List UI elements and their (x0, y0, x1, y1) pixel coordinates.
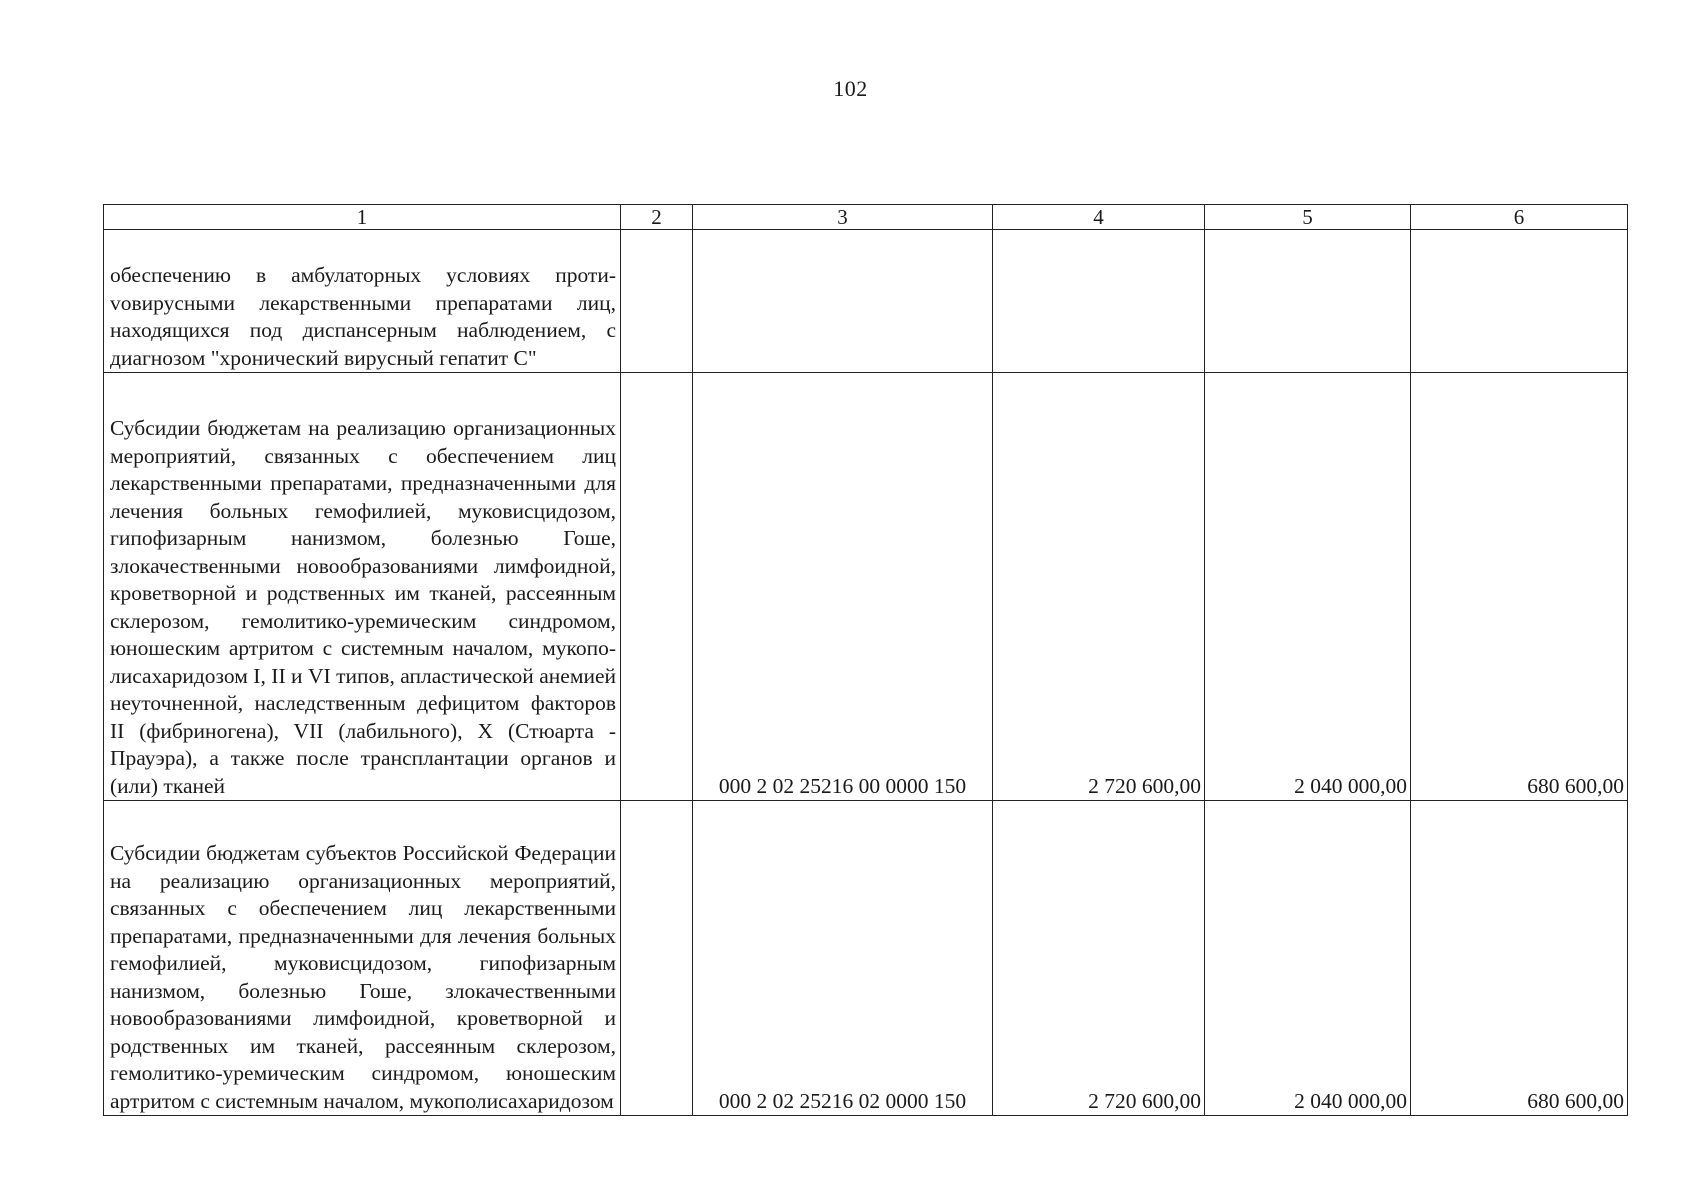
column-header-3: 3 (693, 205, 993, 230)
column-header-5: 5 (1205, 205, 1411, 230)
row-col2-cell (621, 801, 693, 1116)
row-total-cell: 2 720 600,00 (993, 801, 1205, 1116)
row-col5-cell: 2 040 000,00 (1205, 373, 1411, 801)
row-description-cell (104, 230, 621, 373)
table-row (104, 373, 1628, 801)
column-header-1: 1 (104, 205, 621, 230)
table-row (104, 801, 1628, 1116)
row-description-cell (104, 373, 621, 801)
page-number: 102 (833, 76, 868, 101)
row-code-cell (693, 230, 993, 373)
table-row (104, 230, 1628, 373)
row-code-cell: 000 2 02 25216 00 0000 150 (693, 373, 993, 801)
row-description: Субсидии бюджетам субъектов Российской Федерации на реализацию организационных мероприятий, связанных с обеспечением лиц лекарственными препаратами, предназначенными для лечения больных гемофилией, муковисцидозом, гипофизарным нанизмом, болезнью Гоше, злокачественными новообразованиями лимфоидной, кроветворной и родственных им тканей, рассеянным склерозом, гемолитико-уремическим синдромом, юношеским артритом с системным началом, мукополисахаридозом (110, 841, 616, 1113)
budget-table (103, 204, 1628, 1116)
row-col6-cell: 680 600,00 (1411, 801, 1628, 1116)
row-description: Субсидии бюджетам на реализацию организационных мероприятий, связанных с обеспечением лиц лекарственными препаратами, предназначенными для лечения больных гемофилией, муковисцидозом, гипофизарным нанизмом, болезнью Гоше, злокачественными новообразованиями лимфоидной, кроветворной и родственных им тканей, рассеянным склерозом, гемолитико-уремическим синдромом, юношеским артритом с системным началом, мукополисахаридозом I, II и VI типов, апластической анемией неуточненной, наследственным дефицитом факторов II (фибриногена), VII (лабильного), X (Стюарта - Прауэра), а также после трансплантации органов и (или) тканей (110, 416, 616, 798)
row-code-cell: 000 2 02 25216 02 0000 150 (693, 801, 993, 1116)
row-col2-cell (621, 373, 693, 801)
column-header-4: 4 (993, 205, 1205, 230)
row-description: обеспечению в амбулаторных условиях протиvовирусными лекарственными препаратами лиц, находящихся под диспансерным наблюдением, с диагнозом "хронический вирусный гепатит С" (110, 263, 616, 370)
table-header-row (104, 205, 1628, 230)
row-col5-cell (1205, 230, 1411, 373)
row-description-cell (104, 801, 621, 1116)
column-header-2: 2 (621, 205, 693, 230)
row-total-cell: 2 720 600,00 (993, 373, 1205, 801)
row-col6-cell (1411, 230, 1628, 373)
row-col2-cell (621, 230, 693, 373)
row-col5-cell: 2 040 000,00 (1205, 801, 1411, 1116)
column-header-6: 6 (1411, 205, 1628, 230)
row-total-cell (993, 230, 1205, 373)
row-col6-cell: 680 600,00 (1411, 373, 1628, 801)
